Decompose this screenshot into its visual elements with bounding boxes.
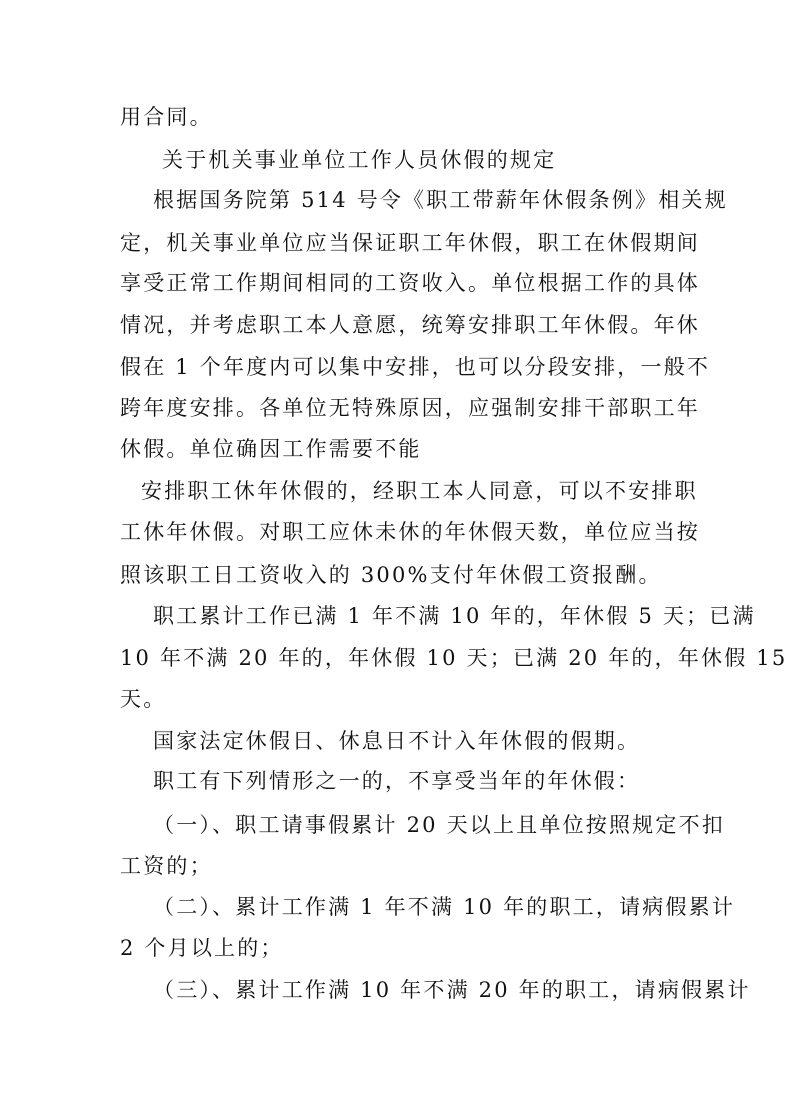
text-line: 用合同。 — [120, 105, 213, 129]
text-line: 职工累计工作已满 1 年不满 10 年的，年休假 5 天；已满 — [153, 604, 756, 628]
text-line: 天。 — [120, 687, 167, 711]
text-line: 跨年度安排。各单位无特殊原因，应强制安排干部职工年 — [120, 396, 700, 420]
text-line: 2 个月以上的； — [120, 936, 284, 960]
text-line: 休假。单位确因工作需要不能 — [120, 437, 422, 461]
text-line: 工休年休假。对职工应休未休的年休假天数，单位应当按 — [120, 520, 700, 544]
text-line: 工资的； — [120, 854, 213, 878]
text-line: 职工有下列情形之一的，不享受当年的年休假： — [153, 769, 641, 793]
list-item: （二）、累计工作满 1 年不满 10 年的职工，请病假累计 — [153, 895, 736, 919]
text-line: 安排职工休年休假的，经职工本人同意，可以不安排职 — [141, 479, 698, 503]
text-line: 假在 1 个年度内可以集中安排，也可以分段安排，一般不 — [120, 355, 711, 379]
list-item: （三）、累计工作满 10 年不满 20 年的职工，请病假累计 — [153, 978, 751, 1002]
text-line: 照该职工日工资收入的 300%支付年休假工资报酬。 — [120, 563, 662, 587]
text-line: 根据国务院第 514 号令《职工带薪年休假条例》相关规 — [153, 188, 728, 212]
text-line: 国家法定休假日、休息日不计入年休假的假期。 — [153, 729, 641, 753]
text-line: 10 年不满 20 年的，年休假 10 天；已满 20 年的，年休假 15 — [120, 646, 788, 670]
section-title: 关于机关事业单位工作人员休假的规定 — [162, 148, 557, 172]
text-line: 定，机关事业单位应当保证职工年休假，职工在休假期间 — [120, 231, 700, 255]
text-line: 情况，并考虑职工本人意愿，统筹安排职工年休假。年休 — [120, 313, 700, 337]
list-item: （一）、职工请事假累计 20 天以上且单位按照规定不扣 — [153, 813, 725, 837]
text-line: 享受正常工作期间相同的工资收入。单位根据工作的具体 — [120, 271, 700, 295]
